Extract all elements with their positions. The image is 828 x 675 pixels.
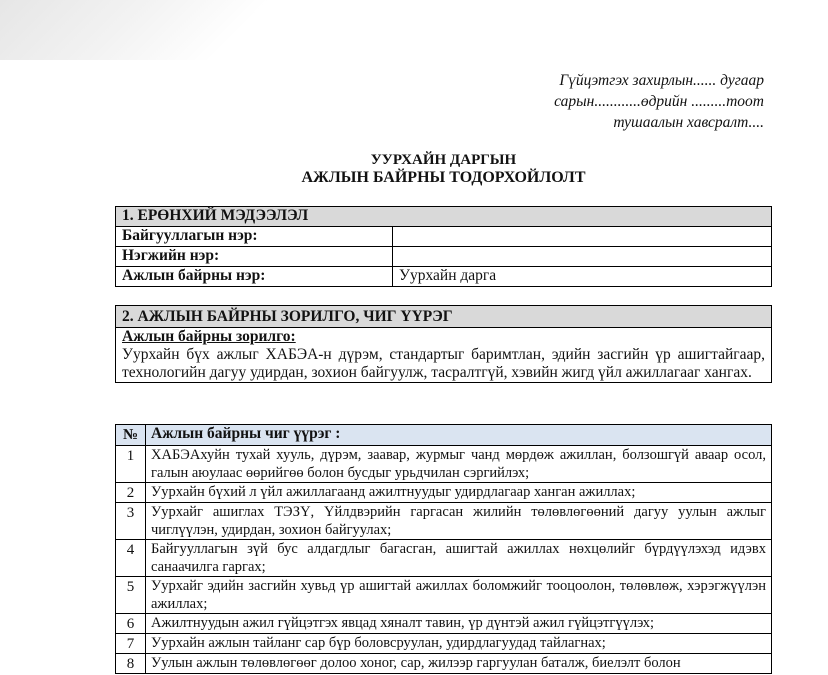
table-row — [116, 247, 772, 267]
table-row — [116, 634, 772, 654]
approval-note — [554, 70, 764, 133]
org-name-value — [393, 227, 772, 247]
table-row — [116, 577, 772, 614]
table-row — [116, 614, 772, 634]
table-row — [116, 540, 772, 577]
duty-text: Уурхайн бүхий л үйл ажиллагаанд ажилтнуудыг удирдлагаар ханган ажиллах; — [146, 483, 772, 503]
page-shadow — [0, 0, 300, 60]
position-name-value: Уурхайн дарга — [393, 267, 772, 287]
approval-line-1: Гүйцэтгэх захирлын...... дугаар — [559, 72, 764, 89]
duty-number: 4 — [116, 540, 146, 577]
duty-text: Уурхайг ашиглах ТЭЗҮ, Үйлдвэрийн гаргасан жилийн төлөвлөгөөний дагуу уулын ажлыг чиглүүлэн, удирдан, зохион байгуулах; — [146, 503, 772, 540]
duty-number: 1 — [116, 446, 146, 483]
duty-text: Уурхайг эдийн засгийн хувьд үр ашигтай ажиллах боломжийг тооцоолон, төлөвлөж, хэрэгжүүлэн ажиллах; — [146, 577, 772, 614]
purpose-label: Ажлын байрны зорилго: — [122, 328, 296, 345]
table-row — [116, 654, 772, 674]
document-title: АЖЛЫН БАЙРНЫ ТОДОРХОЙЛОЛТ — [301, 169, 586, 186]
purpose-header: 2. АЖЛЫН БАЙРНЫ ЗОРИЛГО, ЧИГ ҮҮРЭГ — [116, 306, 772, 328]
table-row — [116, 267, 772, 287]
purpose-text: Уурхайн бүх ажлыг ХАБЭА-н дүрэм, стандартыг баримтлан, эдийн засгийн үр ашигтайгаар, технологийн дагуу удирдан, зохион байгуулж, тасралтгүй, хэвийн жигд үйл ажиллагааг хангах. — [122, 346, 765, 381]
general-info-header: 1. ЕРӨНХИЙ МЭДЭЭЛЭЛ — [116, 207, 772, 227]
duty-number: 8 — [116, 654, 146, 674]
unit-name-label: Нэгжийн нэр: — [116, 247, 393, 267]
duty-number: 2 — [116, 483, 146, 503]
approval-line-2: сарын............өдрийн .........тоот — [554, 93, 764, 110]
duties-title-header: Ажлын байрны чиг үүрэг : — [146, 425, 772, 446]
duty-text: Байгууллагын зүй бус алдагдлыг багасган, ашигтай ажиллах нөхцөлийг бүрдүүлэхэд идэвх санаачилга гаргах; — [146, 540, 772, 577]
table-row — [116, 483, 772, 503]
duty-number: 6 — [116, 614, 146, 634]
approval-line-3: тушаалын хавсралт.... — [613, 114, 764, 131]
document-title-position: УУРХАЙН ДАРГЫН — [370, 152, 517, 168]
duty-text: Уулын ажлын төлөвлөгөөг долоо хоног, сар, жилээр гаргуулан баталж, биелэлт болон — [146, 654, 772, 674]
general-info-table — [115, 206, 772, 287]
duty-text: Ажилтнуудын ажил гүйцэтгэх явцад хяналт тавин, үр дүнтэй ажил гүйцэтгүүлэх; — [146, 614, 772, 634]
duty-number: 7 — [116, 634, 146, 654]
table-row — [116, 227, 772, 247]
position-name-label: Ажлын байрны нэр: — [116, 267, 393, 287]
duties-number-header: № — [116, 425, 146, 446]
duty-text: Уурхайн ажлын тайланг сар бүр боловсруулан, удирдлагуудад тайлагнах; — [146, 634, 772, 654]
table-row — [116, 503, 772, 540]
duty-text: ХАБЭАхуйн тухай хууль, дүрэм, заавар, журмыг чанд мөрдөж ажиллан, болзошгүй аваар осол, галын аюулаас өөрийгөө болон бусдыг урьдчилан сэргийлэх; — [146, 446, 772, 483]
purpose-table — [115, 305, 772, 383]
table-row — [116, 446, 772, 483]
org-name-label: Байгууллагын нэр: — [116, 227, 393, 247]
purpose-cell — [116, 328, 772, 383]
duties-table — [115, 424, 772, 674]
duty-number: 3 — [116, 503, 146, 540]
unit-name-value — [393, 247, 772, 267]
duty-number: 5 — [116, 577, 146, 614]
